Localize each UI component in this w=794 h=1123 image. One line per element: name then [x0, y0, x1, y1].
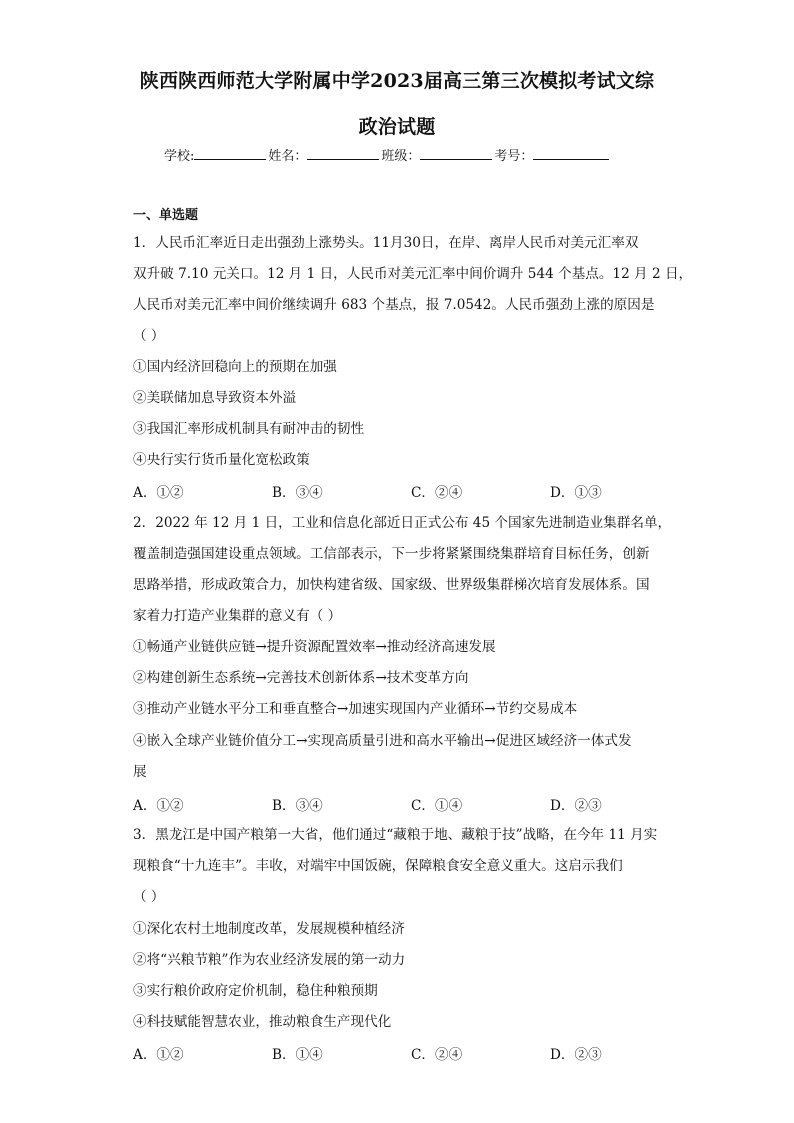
option-statement: ①深化农村土地制度改革，发展规模种植经济	[133, 921, 405, 937]
answer-choices	[133, 794, 693, 814]
question-text-line: 覆盖制造强国建设重点领域。工信部表示，下一步将紧紧围绕集群培育目标任务，创新	[133, 546, 650, 562]
choice-c[interactable]: C．②④	[411, 485, 463, 501]
question-text-line: 现粮食“十九连丰”。丰收，对端牢中国饭碗，保障粮食安全意义重大。这启示我们	[133, 858, 623, 874]
exam-no-label: 考号：	[494, 149, 534, 164]
choice-d[interactable]: D．①③	[550, 485, 602, 501]
answer-choices	[133, 1043, 693, 1063]
choice-b[interactable]: B．③④	[272, 485, 323, 501]
class-label: 班级：	[381, 149, 421, 164]
choice-d[interactable]: D．②③	[550, 798, 602, 814]
option-statement: ③推动产业链水平分工和垂直整合→加速实现国内产业循环→节约交易成本	[133, 701, 578, 717]
question-text-line: 人民币对美元汇率中间价继续调升 683 个基点，报 7.0542。人民币强劲上涨的原因是	[133, 297, 655, 313]
question-text-line: 家着力打造产业集群的意义有（ ）	[133, 608, 342, 624]
choice-d[interactable]: D．②③	[550, 1047, 602, 1063]
question-text-line: 2．2022 年 12 月 1 日，工业和信息化部近日正式公布 45 个国家先进制造业集群名单，	[133, 515, 672, 531]
choice-b[interactable]: B．③④	[272, 798, 323, 814]
question-text-line: 思路举措，形成政策合力，加快构建省级、国家级、世界级集群梯次培育发展体系。国	[133, 577, 650, 593]
option-statement: ①畅通产业链供应链→提升资源配置效率→推动经济高速发展	[133, 639, 496, 655]
name-label: 姓名：	[268, 149, 308, 164]
school-label: 学校:	[164, 149, 195, 164]
option-statement: ④央行实行货币量化宽松政策	[133, 452, 310, 468]
answer-choices	[133, 481, 693, 501]
question-text-line: 1．人民币汇率近日走出强劲上涨势头。11月30日，在岸、离岸人民币对美元汇率双	[133, 235, 639, 251]
class-blank[interactable]	[420, 147, 492, 160]
option-statement: ③我国汇率形成机制具有耐冲击的韧性	[133, 421, 365, 437]
choice-c[interactable]: C．②④	[411, 1047, 463, 1063]
option-statement: ③实行粮价政府定价机制，稳住种粮预期	[133, 983, 378, 999]
question-text-line: （ ）	[133, 328, 165, 344]
choice-a[interactable]: A．①②	[133, 485, 184, 501]
exam-no-blank[interactable]	[533, 147, 609, 160]
question-text-line: 双升破 7.10 元关口。12 月 1 日，人民币对美元汇率中间价调升 544 个基点。12 月 2 日，	[133, 266, 693, 282]
student-info-row	[164, 145, 611, 164]
exam-title: 陕西陕西师范大学附属中学2023届高三第三次模拟考试文综	[139, 70, 655, 92]
option-statement: ②将“兴粮节粮”作为农业经济发展的第一动力	[133, 952, 406, 968]
question-text-line: 3．黑龙江是中国产粮第一大省，他们通过“藏粮于地、藏粮于技”战略，在今年 11 月实	[133, 827, 658, 843]
option-statement: ②美联储加息导致资本外溢	[133, 390, 297, 406]
question-text-line: （ ）	[133, 889, 165, 905]
option-statement: ②构建创新生态系统→完善技术创新体系→技术变革方向	[133, 670, 469, 686]
exam-subtitle: 政治试题	[358, 116, 436, 138]
choice-a[interactable]: A．①②	[133, 1047, 184, 1063]
choice-c[interactable]: C．①④	[411, 798, 463, 814]
option-statement-continued: 展	[133, 764, 147, 780]
option-statement: ①国内经济回稳向上的预期在加强	[133, 359, 337, 375]
name-blank[interactable]	[307, 147, 379, 160]
option-statement: ④科技赋能智慧农业，推动粮食生产现代化	[133, 1014, 392, 1030]
choice-b[interactable]: B．①④	[272, 1047, 323, 1063]
choice-a[interactable]: A．①②	[133, 798, 184, 814]
option-statement: ④嵌入全球产业链价值分工→实现高质量引进和高水平输出→促进区域经济一体式发	[133, 733, 632, 749]
section-title: 一、单选题	[133, 208, 199, 223]
school-blank[interactable]	[194, 147, 266, 160]
